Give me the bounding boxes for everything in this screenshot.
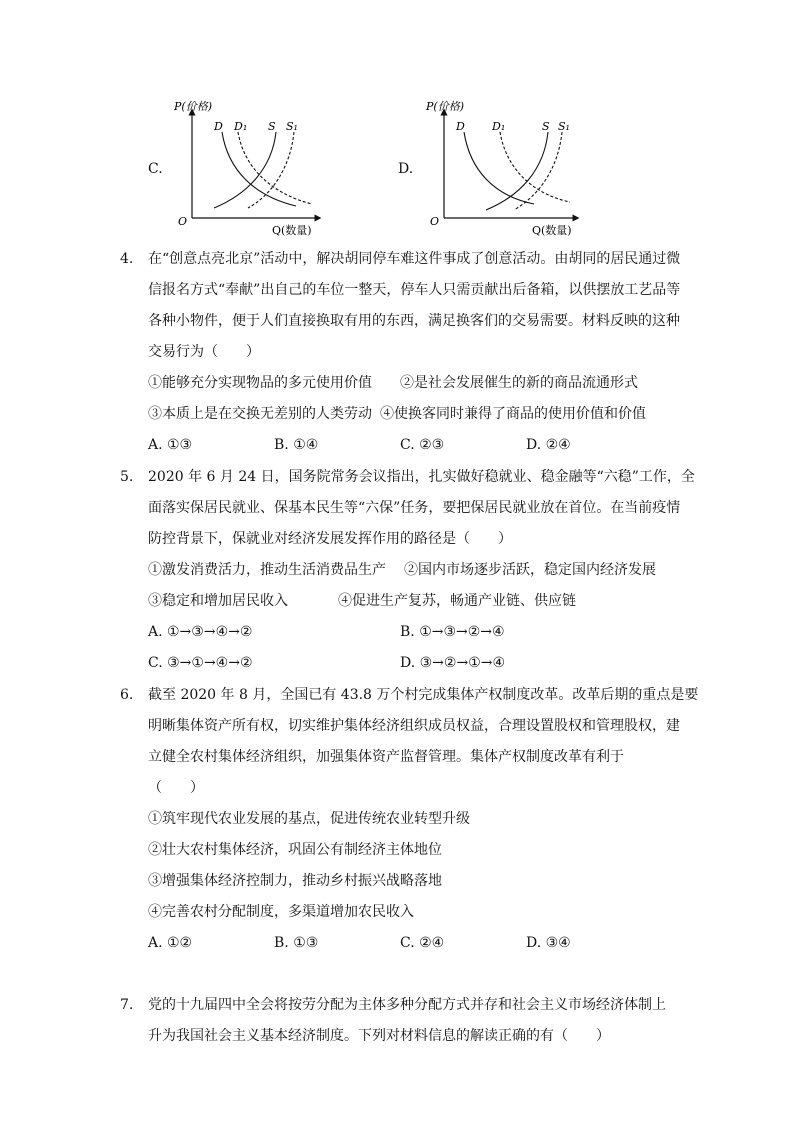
graph-d (424, 98, 590, 238)
statement-row (148, 555, 678, 586)
statement-item: ④完善农村分配制度，多渠道增加农民收入 (148, 904, 414, 920)
question-stem-line: 截至 2020 年 8 月，全国已有 43.8 万个村完成集体产权制度改革。改革后期的重点是要 (148, 687, 699, 703)
statement-item: ②是社会发展催生的新的商品流通形式 (400, 375, 638, 391)
answer-choices (148, 928, 678, 959)
graph-c-x-label: Q(数量) (272, 224, 312, 237)
graph-d-y-label: P(价格) (426, 100, 464, 113)
answer-choice[interactable]: A. ①→③→④→② (148, 624, 253, 640)
question-stem-line: 防控背景下，保就业对经济发展发挥作用的路径是（ ） (148, 531, 512, 547)
statement-item: ②壮大农村集体经济，巩固公有制经济主体地位 (148, 842, 442, 858)
answer-choices (148, 430, 678, 461)
statement-item: ③本质上是在交换无差别的人类劳动 (148, 406, 372, 422)
graph-c (172, 98, 332, 238)
graph-d-letter: D. (398, 161, 414, 177)
statement-row (148, 368, 678, 399)
statement-item: ③稳定和增加居民收入 (148, 593, 288, 609)
graph-d-label-d: D (456, 120, 465, 133)
graph-d-curve-s1 (514, 132, 562, 210)
answer-choice[interactable]: D. ②④ (526, 437, 571, 453)
question-number: 7. (120, 997, 134, 1013)
answer-choice[interactable]: B. ①④ (274, 437, 319, 453)
answer-choice[interactable]: A. ①③ (148, 437, 193, 453)
graph-c-curve-d1 (238, 132, 312, 204)
answer-choice[interactable]: B. ①→③→②→④ (400, 624, 505, 640)
answer-choice[interactable]: D. ③④ (526, 935, 571, 951)
answer-choice[interactable]: C. ③→①→④→② (148, 655, 253, 671)
question-stem-line: 交易行为（ ） (148, 344, 260, 360)
question-stem-line: 升为我国社会主义基本经济制度。下列对材料信息的解读正确的有（ ） (148, 1028, 610, 1044)
statement-item: ②国内市场逐步活跃，稳定国内经济发展 (404, 562, 656, 578)
question-number: 6. (120, 687, 134, 703)
graph-d-label-d1: D₁ (492, 120, 506, 133)
answer-choices (148, 617, 678, 648)
question-7 (120, 990, 678, 1052)
statement-row (148, 399, 678, 430)
graph-c-curve-s (214, 132, 276, 208)
graph-d-label-s1: S₁ (558, 120, 570, 133)
question-stem-line: 面落实保居民就业、保基本民生等“六保”任务，要把保居民就业放在首位。在当前疫情 (148, 500, 681, 516)
question-stem-line: 信报名方式“奉献”出自己的车位一整天，停车人只需贡献出后备箱，以供摆放工艺品等 (148, 282, 681, 298)
question-5 (120, 462, 695, 679)
answer-choice[interactable]: B. ①③ (274, 935, 319, 951)
graph-c-label-d1: D₁ (234, 120, 248, 133)
answer-choices (148, 648, 678, 679)
answer-choice[interactable]: A. ①② (148, 935, 193, 951)
statement-item: ③增强集体经济控制力，推动乡村振兴战略落地 (148, 873, 442, 889)
answer-choice[interactable]: C. ②④ (400, 935, 445, 951)
graph-d-label-s: S (542, 120, 550, 133)
answer-choice[interactable]: C. ②③ (400, 437, 445, 453)
graph-c-curve-d (222, 132, 296, 206)
graph-d-curve-d (464, 132, 534, 204)
question-number: 5. (120, 469, 134, 485)
question-stem-line: （ ） (148, 780, 204, 796)
graph-c-label-d: D (214, 120, 223, 133)
question-stem-line: 立健全农村集体经济组织，加强集体资产监督管理。集体产权制度改革有利于 (148, 749, 624, 765)
question-stem-line: 各种小物件，便于人们直接换取有用的东西，满足换客们的交易需要。材料反映的这种 (148, 313, 680, 329)
graph-c-letter: C. (148, 161, 163, 177)
statement-item: ①筑牢现代农业发展的基点，促进传统农业转型升级 (148, 811, 470, 827)
graph-d-curve-d1 (500, 132, 570, 202)
answer-choice[interactable]: D. ③→②→①→④ (400, 655, 506, 671)
graph-c-y-label: P(价格) (174, 100, 212, 113)
question-6 (120, 680, 699, 959)
question-stem-line: 2020 年 6 月 24 日，国务院常务会议指出，扎实做好稳就业、稳金融等“六稳”工作，全 (148, 469, 695, 485)
graph-d-origin: O (430, 215, 440, 228)
graph-c-label-s: S (268, 120, 276, 133)
question-number: 4. (120, 251, 134, 267)
graph-d-x-label: Q(数量) (532, 224, 572, 237)
question-stem-line: 明晰集体资产所有权，切实维护集体经济组织成员权益，合理设置股权和管理股权，建 (148, 718, 680, 734)
statement-item: ①激发消费活力，推动生活消费品生产 (148, 562, 386, 578)
statement-item: ①能够充分实现物品的多元使用价值 (148, 375, 372, 391)
statement-item: ④促进生产复苏，畅通产业链、供应链 (338, 593, 576, 609)
question-stem-line: 在“创意点亮北京”活动中，解决胡同停车难这件事成了创意活动。由胡同的居民通过微 (148, 251, 681, 267)
question-4 (120, 244, 681, 461)
graph-c-origin: O (178, 215, 188, 228)
statement-item: ④使换客同时兼得了商品的使用价值和价值 (380, 406, 646, 422)
question-stem-line: 党的十九届四中全会将按劳分配为主体多种分配方式并存和社会主义市场经济体制上 (148, 997, 666, 1013)
statement-row (148, 586, 678, 617)
graph-c-label-s1: S₁ (286, 120, 298, 133)
